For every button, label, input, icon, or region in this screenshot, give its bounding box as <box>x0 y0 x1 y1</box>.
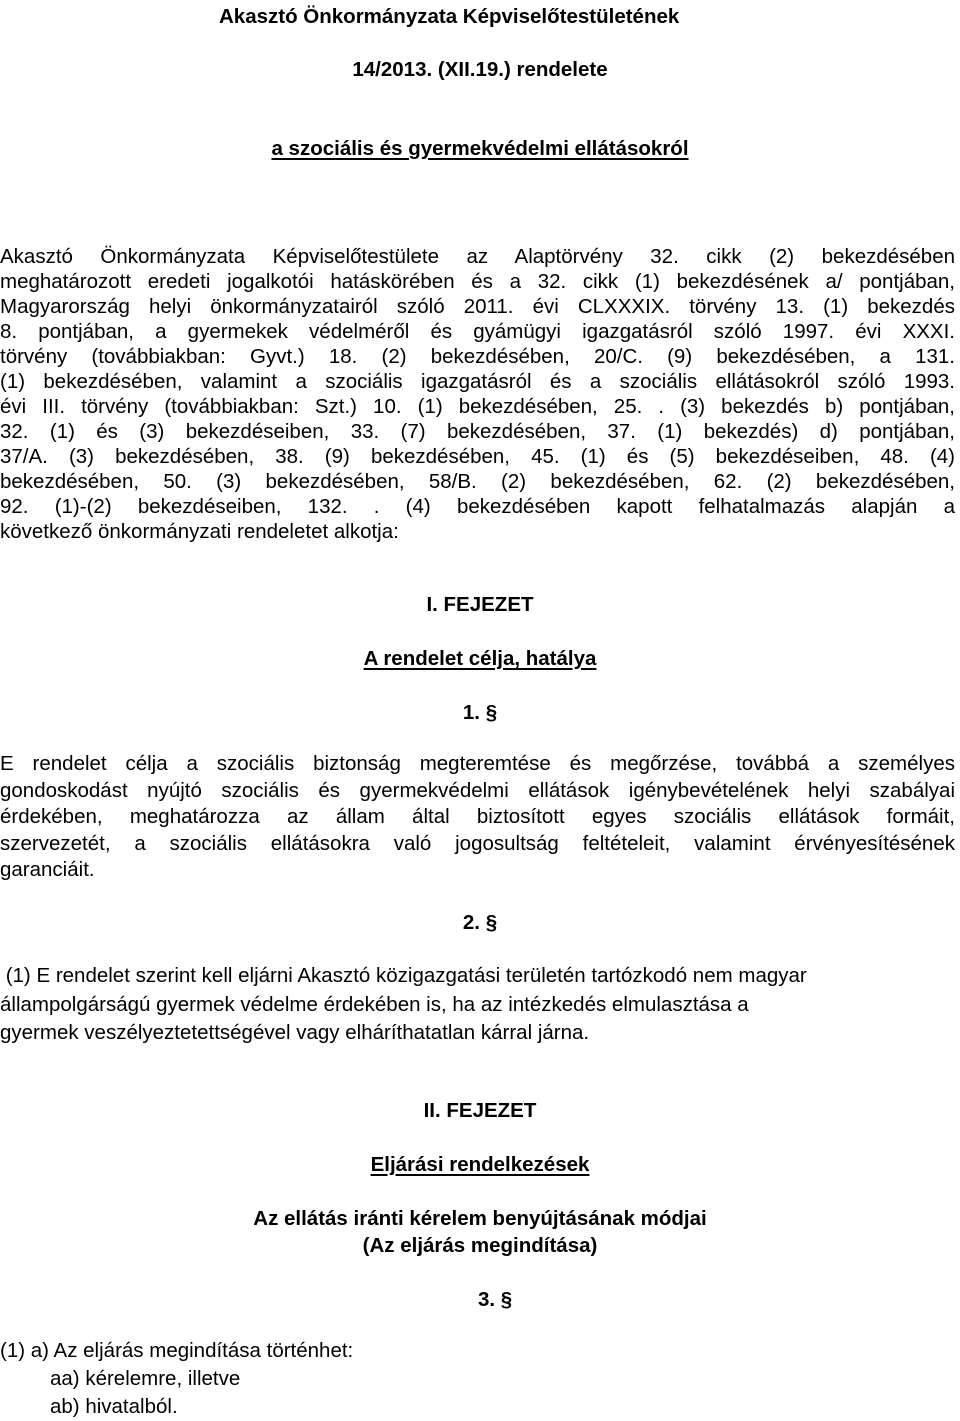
section3-line <box>0 1393 353 1421</box>
section1-line: garanciáit. <box>0 858 95 881</box>
section-sign-icon: § <box>485 701 498 724</box>
preamble-line: következő önkormányzati rendeletet alkotja: <box>0 520 399 543</box>
section1-body <box>0 751 955 884</box>
preamble-line: törvény (továbbiakban: Gyvt.) 18. (2) bekezdésében, 20/C. (9) bekezdésében, a 131. <box>0 345 955 368</box>
preamble-line: évi III. törvény (továbbiakban: Szt.) 10. (1) bekezdésében, 25. . (3) bekezdés b) pontjában, <box>0 395 955 418</box>
section1-line: szervezetét, a szociális ellátásokra való jogosultság feltételeit, valamint érvényesítésének <box>0 831 955 855</box>
preamble-line: (1) bekezdésében, valamint a szociális igazgatásról és a szociális ellátásokról szóló 1993. <box>0 370 955 393</box>
section-sign-icon: § <box>500 1288 513 1311</box>
section2-number: 2. <box>462 911 486 934</box>
decree-subject-text: a szociális és gyermekvédelmi ellátásokról <box>271 137 689 160</box>
section2-line: gyermek veszélyeztetettségével vagy elháríthatatlan kárral járna. <box>0 1021 590 1044</box>
section3-line-text: ab) hivatalból. <box>50 1395 178 1418</box>
council-title: Akasztó Önkormányzata Képviselőtestületének <box>219 5 680 28</box>
section1-heading <box>0 701 960 725</box>
preamble <box>0 244 955 544</box>
section3-number: 3. <box>478 1288 501 1311</box>
section3-line <box>0 1365 353 1393</box>
section2-heading <box>0 911 960 935</box>
decree-number: 14/2013. (XII.19.) rendelete <box>352 58 608 81</box>
preamble-line: 8. pontjában, a gyermekek védelméről és gyámügyi igazgatásról szóló 1997. évi XXXI. <box>0 320 955 343</box>
section1-line: gondoskodást nyújtó szociális és gyermekvédelmi ellátások igénybevételének helyi szabályai <box>0 778 955 802</box>
chapter1-title-text: A rendelet célja, hatálya <box>363 647 597 670</box>
section3-body <box>0 1337 353 1421</box>
chapter2-subtitle-line1: Az ellátás iránti kérelem benyújtásának módjai <box>253 1207 707 1230</box>
chapter1-title <box>0 647 960 671</box>
section1-line: érdekében, meghatározza az állam által biztosított egyes szociális ellátások formáit, <box>0 805 955 828</box>
chapter2-title <box>0 1153 960 1177</box>
section3-line: (1) a) Az eljárás megindítása történhet: <box>0 1339 354 1362</box>
chapter2-heading: II. FEJEZET <box>423 1099 537 1122</box>
preamble-line: 37/A. (3) bekezdésében, 38. (9) bekezdésében, 45. (1) és (5) bekezdéseiben, 48. (4) <box>0 445 955 468</box>
section1-number: 1. <box>462 701 486 724</box>
section2-line: állampolgárságú gyermek védelme érdekében is, ha az intézkedés elmulasztása a <box>0 992 749 1016</box>
section-sign-icon: § <box>485 911 498 934</box>
preamble-line: Akasztó Önkormányzata Képviselőtestülete az Alaptörvény 32. cikk (2) bekezdésében <box>0 245 955 268</box>
preamble-line: 92. (1)-(2) bekezdéseiben, 132. . (4) bekezdésében kapott felhatalmazás alapján a <box>0 495 955 518</box>
chapter2-title-text: Eljárási rendelkezések <box>370 1153 590 1176</box>
chapter1-heading: I. FEJEZET <box>426 593 534 616</box>
preamble-line: 32. (1) és (3) bekezdéseiben, 33. (7) bekezdésében, 37. (1) bekezdés) d) pontjában, <box>0 420 955 443</box>
decree-subject <box>0 137 960 161</box>
section2-body <box>0 962 807 1048</box>
preamble-line: Magyarország helyi önkormányzatairól szóló 2011. évi CLXXXIX. törvény 13. (1) bekezdés <box>0 295 955 318</box>
preamble-line: meghatározott eredeti jogalkotói hatáskörében és a 32. cikk (1) bekezdésének a/ pontjában, <box>0 270 955 293</box>
section2-line: (1) E rendelet szerint kell eljárni Akasztó közigazgatási területén tartózkodó nem magyar <box>0 964 807 987</box>
section3-heading <box>478 1288 512 1312</box>
section3-line-text: aa) kérelemre, illetve <box>50 1367 241 1390</box>
section1-line: E rendelet célja a szociális biztonság megteremtése és megőrzése, továbbá a személyes <box>0 752 955 775</box>
chapter2-subtitle-line2: (Az eljárás megindítása) <box>362 1234 598 1257</box>
preamble-line: bekezdésében, 50. (3) bekezdésében, 58/B. (2) bekezdésében, 62. (2) bekezdésében, <box>0 470 955 493</box>
